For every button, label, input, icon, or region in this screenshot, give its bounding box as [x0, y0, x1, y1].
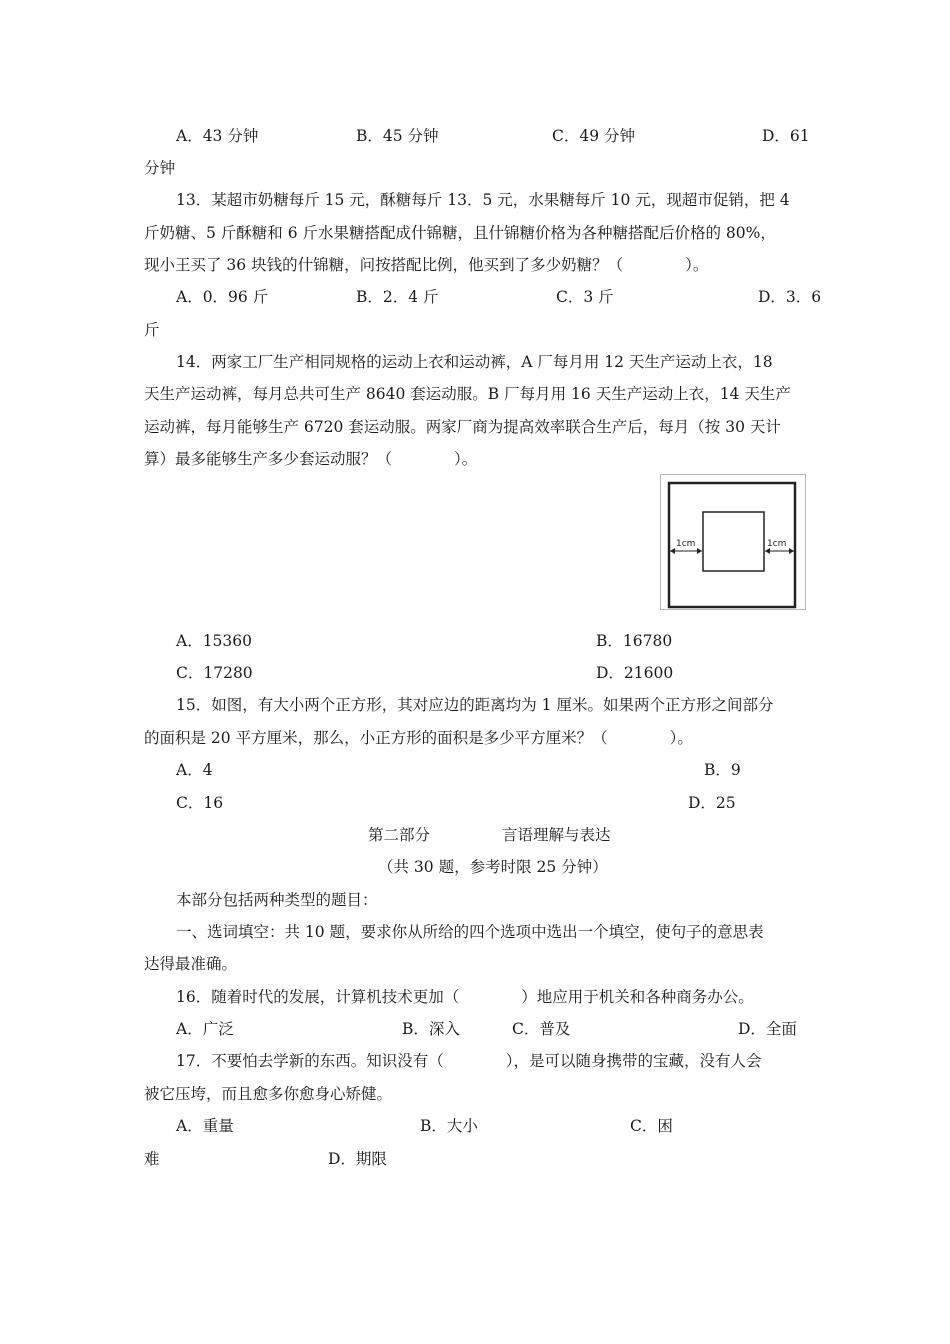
q17-option-a: A．重量: [176, 1117, 234, 1135]
q15-option-c: C．16: [176, 794, 224, 812]
q13-stem-line2: 斤奶糖、5 斤酥糖和 6 斤水果糖搭配成什锦糖，且什锦糖价格为各种糖搭配后价格的 80%，: [144, 224, 776, 242]
q12-option-c: C．49 分钟: [552, 127, 636, 145]
distance-label-left: 1cm: [676, 539, 696, 549]
two-squares-diagram: [661, 475, 805, 609]
small-square: [703, 512, 764, 571]
q13-stem-line3: 现小王买了 36 块钱的什锦糖，问按搭配比例，他买到了多少奶糖？（ ）。: [144, 256, 709, 274]
q14-option-a: A．15360: [176, 632, 253, 650]
q13-option-c: C．3 斤: [556, 288, 614, 306]
part2-heading-number: 第二部分: [368, 826, 431, 844]
q14-stem-line3: 运动裤，每月能够生产 6720 套运动服。两家厂商为提高效率联合生产后，每月（按 30 天计: [144, 418, 781, 436]
q16-stem: 16．随着时代的发展，计算机技术更加（ ）地应用于机关和各种商务办公。: [176, 988, 754, 1006]
q12-option-a: A．43 分钟: [176, 127, 259, 145]
q13-option-a: A．0．96 斤: [176, 288, 269, 306]
q15-option-b: B．9: [704, 761, 741, 779]
q13-option-b: B．2．4 斤: [356, 288, 439, 306]
part2-heading-title: 言语理解与表达: [502, 826, 611, 844]
q13-stem-line1: 13．某超市奶糖每斤 15 元，酥糖每斤 13．5 元，水果糖每斤 10 元，现超市促销，把 4: [176, 191, 790, 209]
q17-option-c: C．困: [630, 1117, 673, 1135]
q15-option-a: A．4: [176, 761, 213, 779]
q17-stem-line1: 17．不要怕去学新的东西。知识没有（ ），是可以随身携带的宝藏，没有人会: [176, 1052, 762, 1070]
q15-stem-line2: 的面积是 20 平方厘米，那么，小正方形的面积是多少平方厘米？（ ）。: [144, 729, 693, 747]
q12-option-b: B．45 分钟: [356, 127, 439, 145]
q16-option-b: B．深入: [402, 1020, 460, 1038]
part2-subheading: （共 30 题，参考时限 25 分钟）: [378, 858, 608, 876]
q17-stem-line2: 被它压垮，而且愈多你愈身心矫健。: [144, 1085, 393, 1103]
q16-option-d: D．全面: [738, 1020, 797, 1038]
q16-option-a: A．广泛: [176, 1020, 234, 1038]
q14-option-b: B．16780: [596, 632, 673, 650]
q14-option-d: D．21600: [596, 664, 674, 682]
q13-option-d-wrap: 斤: [144, 321, 160, 339]
section1-instructions-line2: 达得最准确。: [144, 955, 238, 973]
q17-option-c-wrap: 难: [144, 1150, 160, 1168]
q12-option-d: D．61: [762, 127, 810, 145]
distance-label-right: 1cm: [767, 539, 787, 549]
q14-stem-line2: 天生产运动裤，每月总共可生产 8640 套运动服。B 厂每月用 16 天生产运动上衣，14 天生产: [144, 385, 791, 403]
q15-stem-line1: 15．如图，有大小两个正方形，其对应边的距离均为 1 厘米。如果两个正方形之间部分: [176, 696, 774, 714]
section1-instructions-line1: 一、选词填空：共 10 题，要求你从所给的四个选项中选出一个填空，使句子的意思表: [176, 923, 764, 941]
q17-option-d: D．期限: [328, 1150, 387, 1168]
q12-option-d-wrap: 分钟: [144, 159, 176, 177]
q14-option-c: C．17280: [176, 664, 253, 682]
part2-intro: 本部分包括两种类型的题目：: [176, 891, 378, 909]
q14-stem-line4: 算）最多能够生产多少套运动服？（ ）。: [144, 450, 478, 468]
q17-option-b: B．大小: [420, 1117, 478, 1135]
q14-stem-line1: 14．两家工厂生产相同规格的运动上衣和运动裤，A 厂每月用 12 天生产运动上衣，18: [176, 353, 773, 371]
q15-option-d: D．25: [688, 794, 736, 812]
two-squares-figure: [660, 474, 806, 610]
q13-option-d: D．3．6: [758, 288, 822, 306]
q16-option-c: C．普及: [512, 1020, 571, 1038]
